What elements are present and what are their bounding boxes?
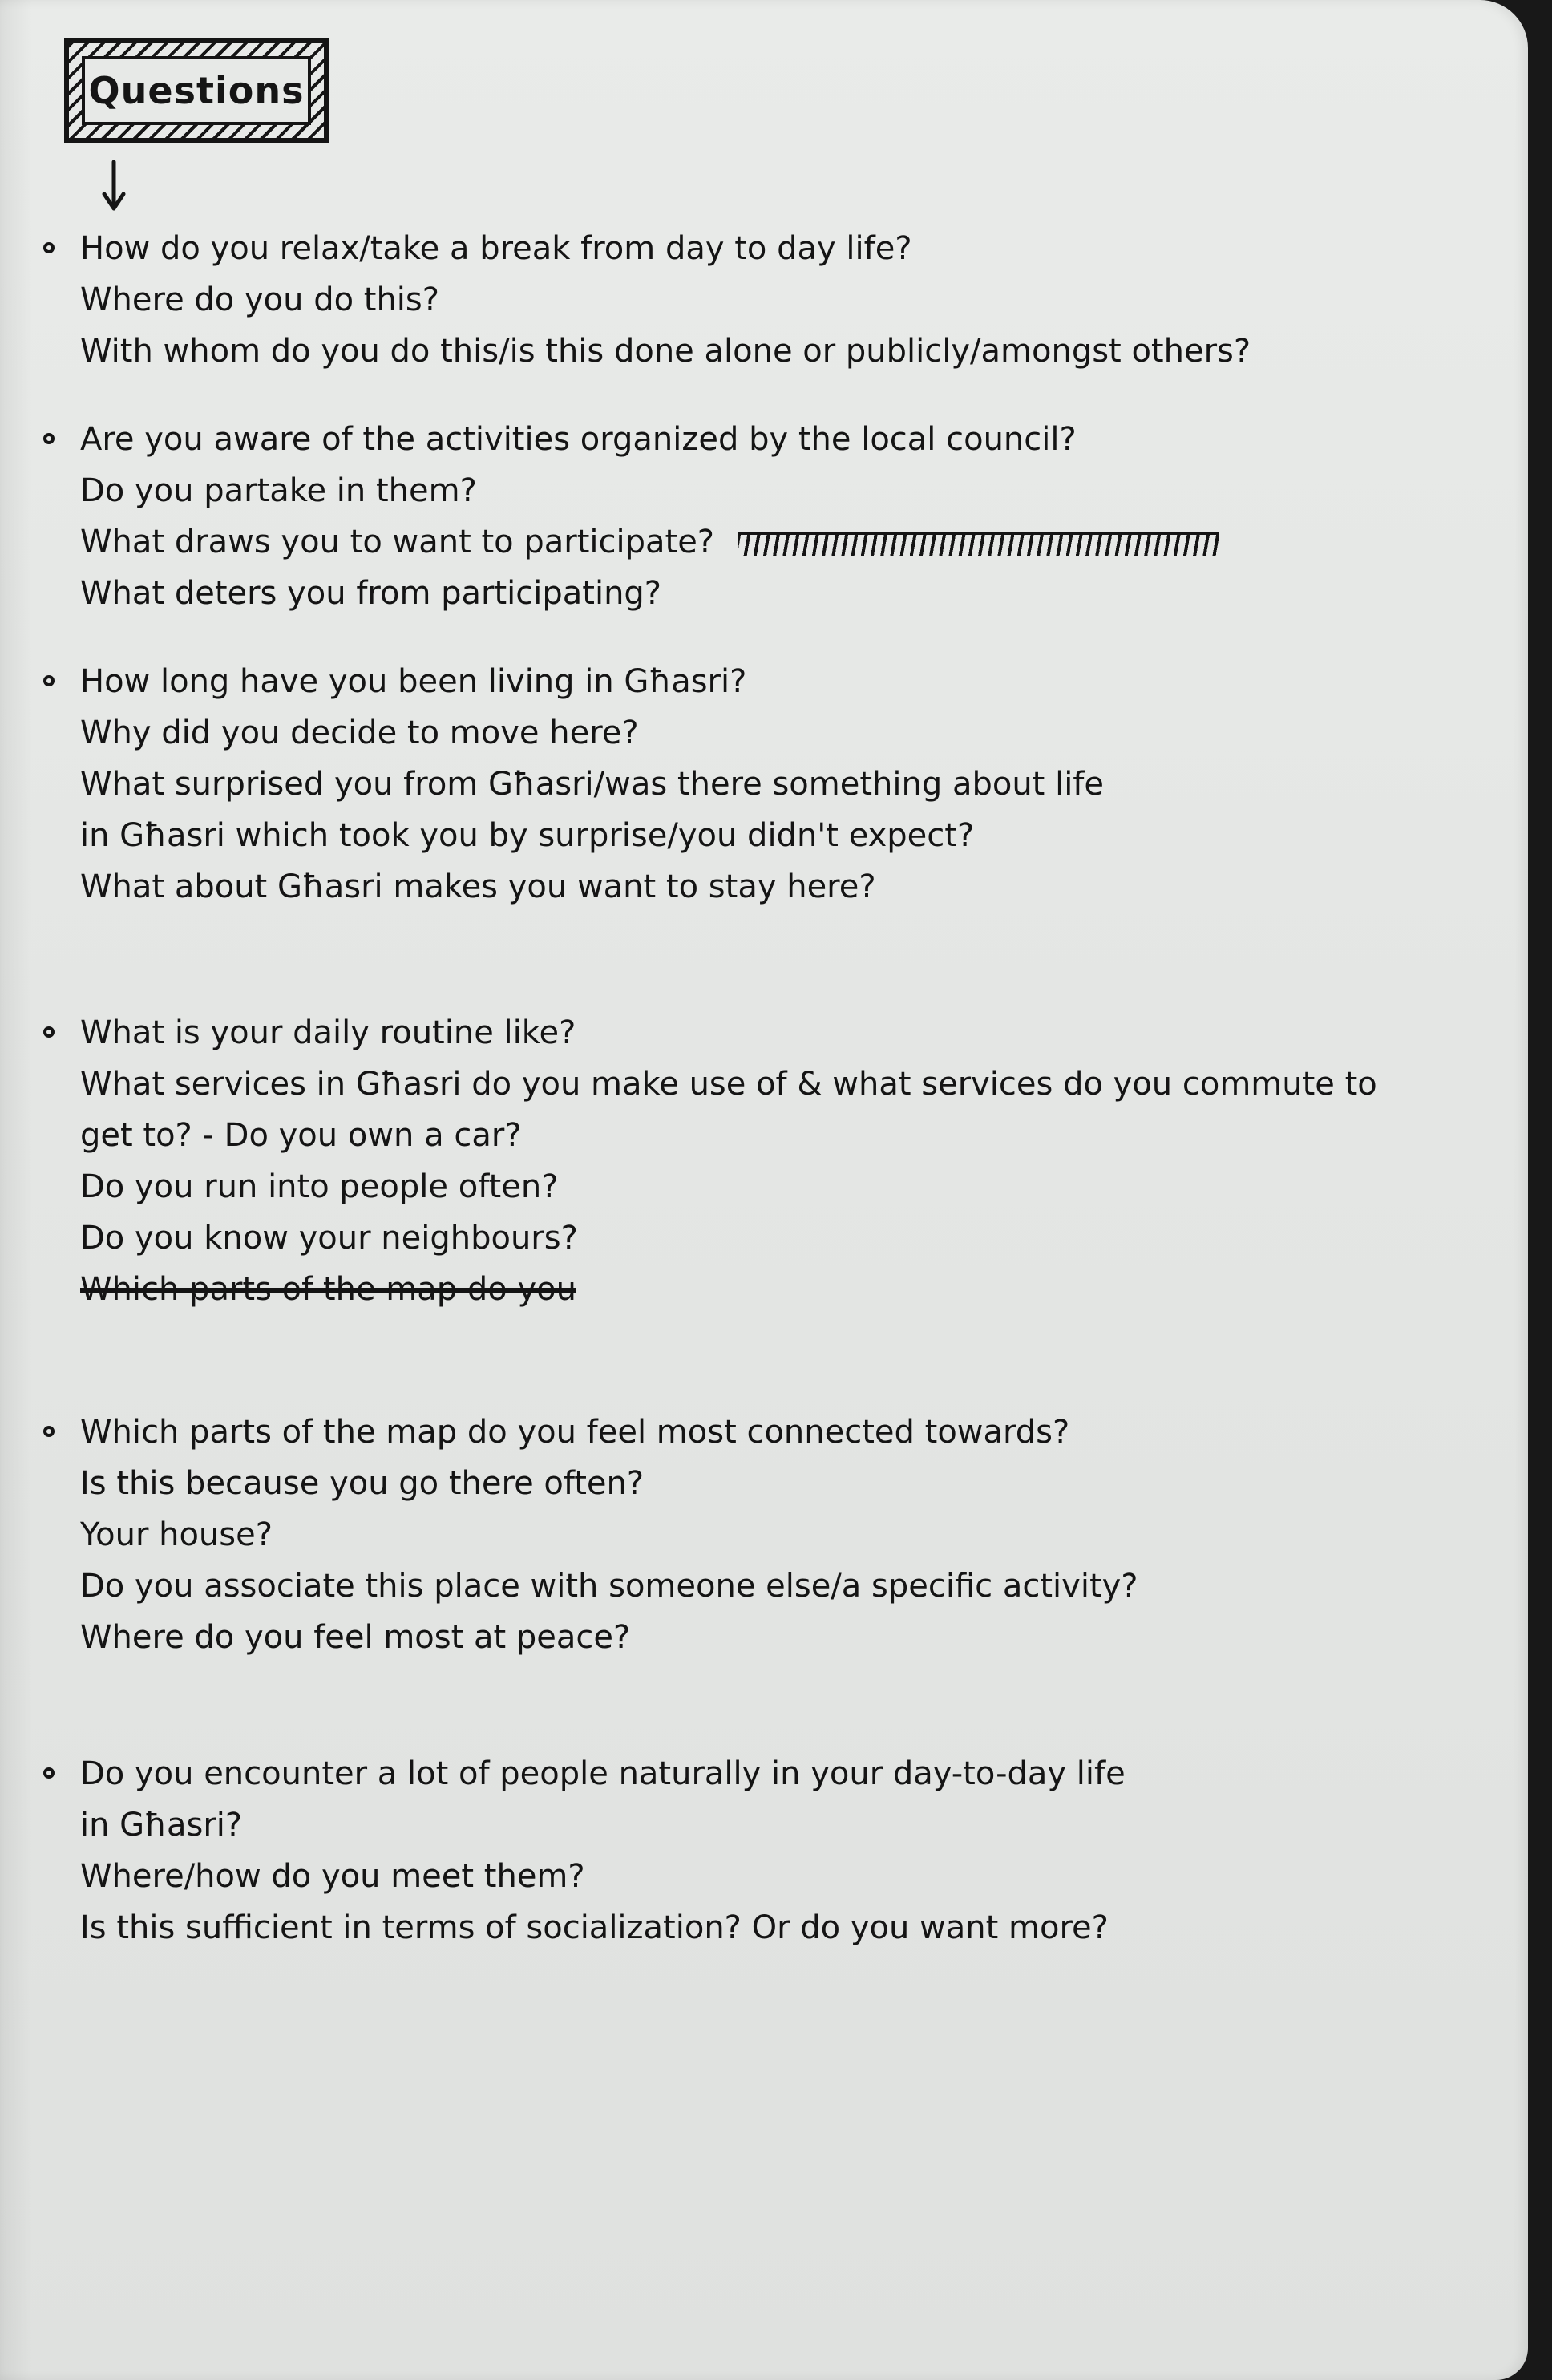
question-line — [32, 663, 1491, 700]
question-text: What surprised you from Għasri/was there something about life — [80, 766, 1104, 803]
question-text: Your house? — [80, 1516, 273, 1553]
question-line — [32, 1755, 1491, 1792]
question-line — [32, 1119, 1491, 1152]
question-text: What services in Għasri do you make use of & what services do you commute to — [80, 1066, 1377, 1103]
question-line — [32, 1858, 1491, 1895]
question-line — [32, 1271, 1491, 1308]
question-line — [32, 1414, 1491, 1451]
question-group-encounters — [32, 1755, 1491, 1963]
question-line — [32, 472, 1491, 509]
question-text: Do you know your neighbours? — [80, 1220, 578, 1257]
crossed-out-text: Which parts of the map do you — [80, 1271, 576, 1308]
question-text: Do you run into people often? — [80, 1168, 559, 1205]
question-line — [32, 1168, 1491, 1205]
question-text: How do you relax/take a break from day to day life? — [80, 230, 912, 267]
title-frame — [82, 56, 311, 125]
page-shadow — [0, 0, 32, 2380]
question-line — [32, 333, 1491, 370]
question-line — [32, 524, 1491, 561]
question-group-routine — [32, 1014, 1491, 1325]
question-line — [32, 1909, 1491, 1946]
scribbled-out-text — [738, 532, 1219, 556]
bullet-icon — [43, 242, 55, 253]
question-text: How long have you been living in Għasri? — [80, 663, 747, 700]
question-text: Is this sufficient in terms of socialization? Or do you want more? — [80, 1909, 1109, 1946]
question-group-relax — [32, 230, 1491, 387]
question-text: What deters you from participating? — [80, 575, 662, 612]
question-line — [32, 575, 1491, 612]
bullet-icon — [43, 1426, 55, 1437]
question-line — [32, 714, 1491, 751]
question-text: Where do you feel most at peace? — [80, 1619, 631, 1656]
question-text: Where do you do this? — [80, 281, 439, 318]
question-text: What is your daily routine like? — [80, 1014, 576, 1051]
question-text: What draws you to want to participate? — [80, 524, 715, 561]
question-line — [32, 230, 1491, 267]
question-group-map — [32, 1416, 1491, 1673]
down-arrow-icon — [98, 159, 130, 215]
question-line — [32, 1220, 1491, 1257]
question-text: in Għasri which took you by surprise/you didn't expect? — [80, 817, 975, 854]
question-text: Are you aware of the activities organized by the local council? — [80, 421, 1077, 458]
question-text: Do you encounter a lot of people naturally in your day-to-day life — [80, 1755, 1126, 1792]
question-text: Why did you decide to move here? — [80, 714, 639, 751]
page-title: Questions — [88, 69, 305, 112]
question-text: Where/how do you meet them? — [80, 1858, 585, 1895]
question-text: Do you associate this place with someone else/a specific activity? — [80, 1568, 1138, 1605]
question-text: Which parts of the map do you feel most connected towards? — [80, 1414, 1070, 1451]
question-line — [32, 281, 1491, 318]
question-text: What about Għasri makes you want to stay here? — [80, 868, 876, 905]
question-line — [32, 1807, 1491, 1844]
bullet-icon — [43, 1767, 55, 1779]
question-line — [32, 817, 1491, 854]
question-group-living — [32, 663, 1491, 922]
question-line — [32, 1066, 1491, 1103]
bullet-icon — [43, 433, 55, 444]
question-line — [32, 868, 1491, 905]
question-text: in Għasri? — [80, 1807, 243, 1844]
question-text: With whom do you do this/is this done alone or publicly/amongst others? — [80, 333, 1251, 370]
question-group-council — [32, 423, 1491, 629]
question-line — [32, 766, 1491, 803]
question-text: Do you partake in them? — [80, 472, 477, 509]
bullet-icon — [43, 675, 55, 686]
question-line — [32, 421, 1491, 458]
question-line — [32, 1467, 1491, 1500]
title-box — [64, 38, 329, 143]
question-text: get to? - Do you own a car? — [80, 1117, 522, 1154]
question-text: Is this because you go there often? — [80, 1465, 645, 1502]
question-line — [32, 1516, 1491, 1553]
question-line — [32, 1568, 1491, 1605]
bullet-icon — [43, 1026, 55, 1038]
question-line — [32, 1014, 1491, 1051]
question-line — [32, 1619, 1491, 1656]
